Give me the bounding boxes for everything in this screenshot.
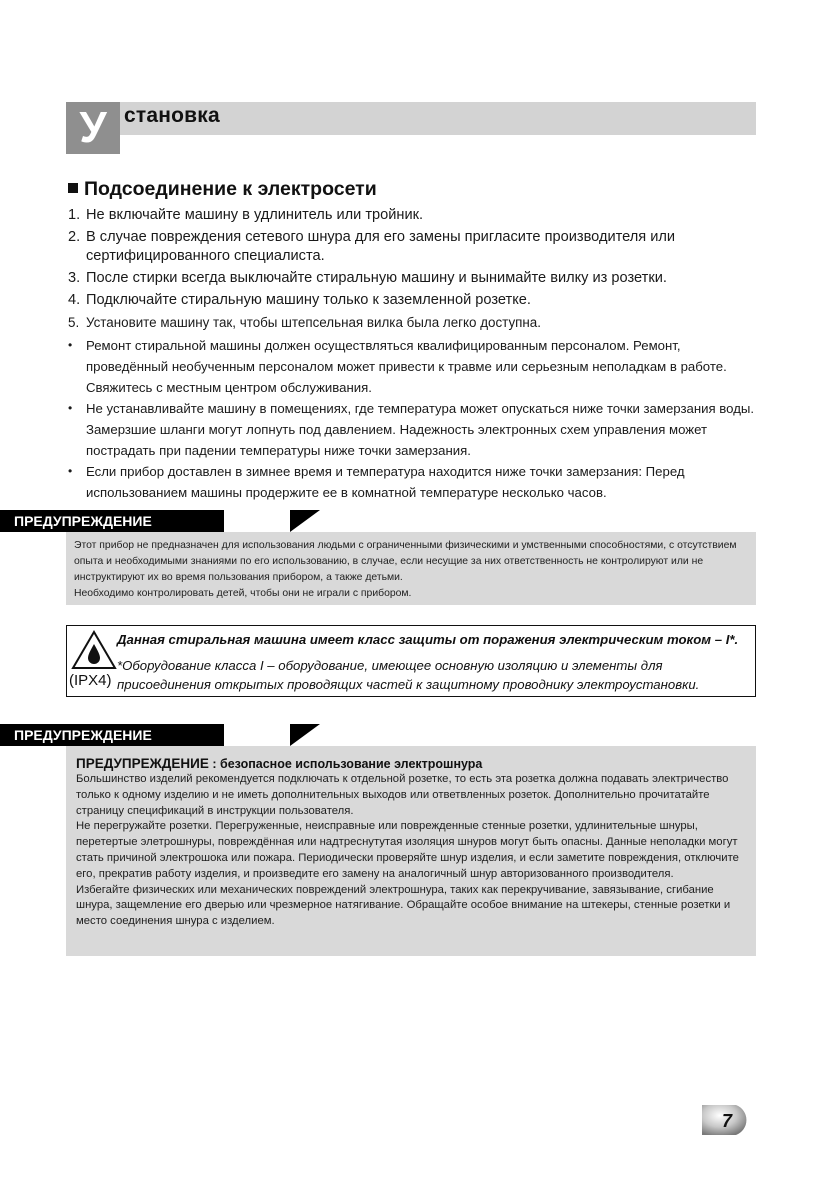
- warning-heading-subject: : безопасное использование электрошнура: [208, 757, 483, 771]
- list-item: [68, 228, 758, 266]
- safety-class-note: *Оборудование класса I – оборудование, имеющее основную изоляцию и элементы для присоединения открытых проводящих частей к защитному проводнику электроустановки.: [117, 658, 700, 692]
- warning-box-power-cord: [66, 746, 756, 956]
- bullet-item: [68, 398, 758, 461]
- ipx4-rating: (IPX4): [69, 672, 112, 689]
- bullet-item: [68, 461, 758, 503]
- warning-label-tip: [290, 724, 320, 746]
- instruction-list: [68, 206, 758, 503]
- list-item: [68, 206, 758, 225]
- list-item: [68, 291, 758, 310]
- warning-paragraph: Избегайте физических или механических повреждений электрошнура, таких как перекручивание, завязывание, сгибание шнура, защемление его дверью или чрезмерное натягивание. Обращайте особое внимание на штекеры, стенные розетки и место соединения шнура с изделием.: [76, 883, 731, 928]
- bullet-icon: •: [68, 464, 73, 478]
- bullet-icon: •: [68, 338, 73, 352]
- bullet-text: Ремонт стиральной машины должен осуществляться квалифицированным персоналом. Ремонт, проведённый необученным персоналом может привести к травме или серьезным неполадкам в работе. Свяжитесь с местным центром обслуживания.: [86, 338, 727, 395]
- page-header: [66, 102, 756, 154]
- ip-rating-value: IPX4: [74, 672, 107, 689]
- bullet-icon: •: [68, 401, 73, 415]
- page-number: 7: [722, 1111, 733, 1131]
- bullet-item: [68, 335, 758, 398]
- list-item: [68, 313, 758, 332]
- item-number: 5.: [68, 315, 80, 330]
- item-text: После стирки всегда выключайте стиральную машину и вынимайте вилку из розетки.: [86, 270, 667, 286]
- warning-paragraph: Не перегружайте розетки. Перегруженные, неисправные или поврежденные стенные розетки, удлинительные шнуры, перетертые элетрошнуры, повреждённая или надтреснутутая изоляция шнуров могут быть опасны. Данные неполадки могут стать причиной электрошока или пожара. Периодически проверяйте шнур изделия, и если заметите повреждения, отключите его, прекратив работу изделия, и произведите его замену на аналогичный шнур авторизованного производителя.: [76, 820, 739, 880]
- list-item: [68, 269, 758, 288]
- electric-hazard-warning-icon: [71, 630, 117, 670]
- warning-text: Этот прибор не предназначен для использования людьми с ограниченными физическими и умственными способностями, с отсутствием опыта и необходимыми знаниями по его использованию, в случае, если несущие за них ответственность не контролируют или не инструктируют их во время пользования прибором, а также детьми.: [74, 540, 737, 583]
- safety-class-box: [66, 625, 756, 697]
- warning-paragraph: Большинство изделий рекомендуется подключать к отдельной розетке, то есть эта розетка должна подавать электричество только к одному изделию и не иметь дополнительных выходов или ответвленных розеток. Дополнительно прочитатайте страницу спецификаций в инструкции пользователя.: [76, 773, 729, 817]
- warning-text: Необходимо контролировать детей, чтобы они не играли с прибором.: [74, 588, 412, 599]
- item-number: 3.: [68, 270, 81, 286]
- page-number-badge: [692, 1103, 754, 1137]
- item-text: Подключайте стиральную машину только к заземленной розетке.: [86, 292, 531, 308]
- item-text: В случае повреждения сетевого шнура для его замены пригласите производителя или сертифицированного специалиста.: [86, 229, 676, 264]
- item-text: Не включайте машину в удлинитель или тройник.: [86, 207, 424, 223]
- section-title-text: Подсоединение к электросети: [84, 178, 377, 200]
- square-bullet-icon: [68, 183, 78, 193]
- warning-label: ПРЕДУПРЕЖДЕНИЕ: [0, 510, 224, 532]
- section-title: [68, 178, 377, 201]
- warning-label-tip: [290, 510, 320, 532]
- item-number: 1.: [68, 207, 81, 223]
- safety-class-statement: Данная стиральная машина имеет класс защиты от поражения электрическим током – I*.: [117, 632, 739, 647]
- header-initial-letter: У: [66, 102, 120, 154]
- bullet-text: Не устанавливайте машину в помещениях, где температура может опускаться ниже точки замерзания воды. Замерзшие шланги могут лопнуть под давлением. Надежность электронных схем управления может пострадать при падении температуры ниже точки замерзания.: [86, 401, 755, 458]
- warning-heading-label: ПРЕДУПРЕЖДЕНИЕ: [76, 756, 209, 771]
- item-number: 4.: [68, 292, 81, 308]
- item-number: 2.: [68, 229, 81, 245]
- bullet-text: Если прибор доставлен в зимнее время и температура находится ниже точки замерзания: Перед использованием машины продержите ее в комнатной температуре несколько часов.: [86, 464, 685, 500]
- item-text: Установите машину так, чтобы штепсельная вилка была легко доступна.: [86, 315, 541, 330]
- warning-label: ПРЕДУПРЕЖДЕНИЕ: [0, 724, 224, 746]
- header-title: становка: [124, 104, 220, 127]
- warning-heading: [76, 756, 746, 771]
- warning-box-usage: [66, 532, 756, 605]
